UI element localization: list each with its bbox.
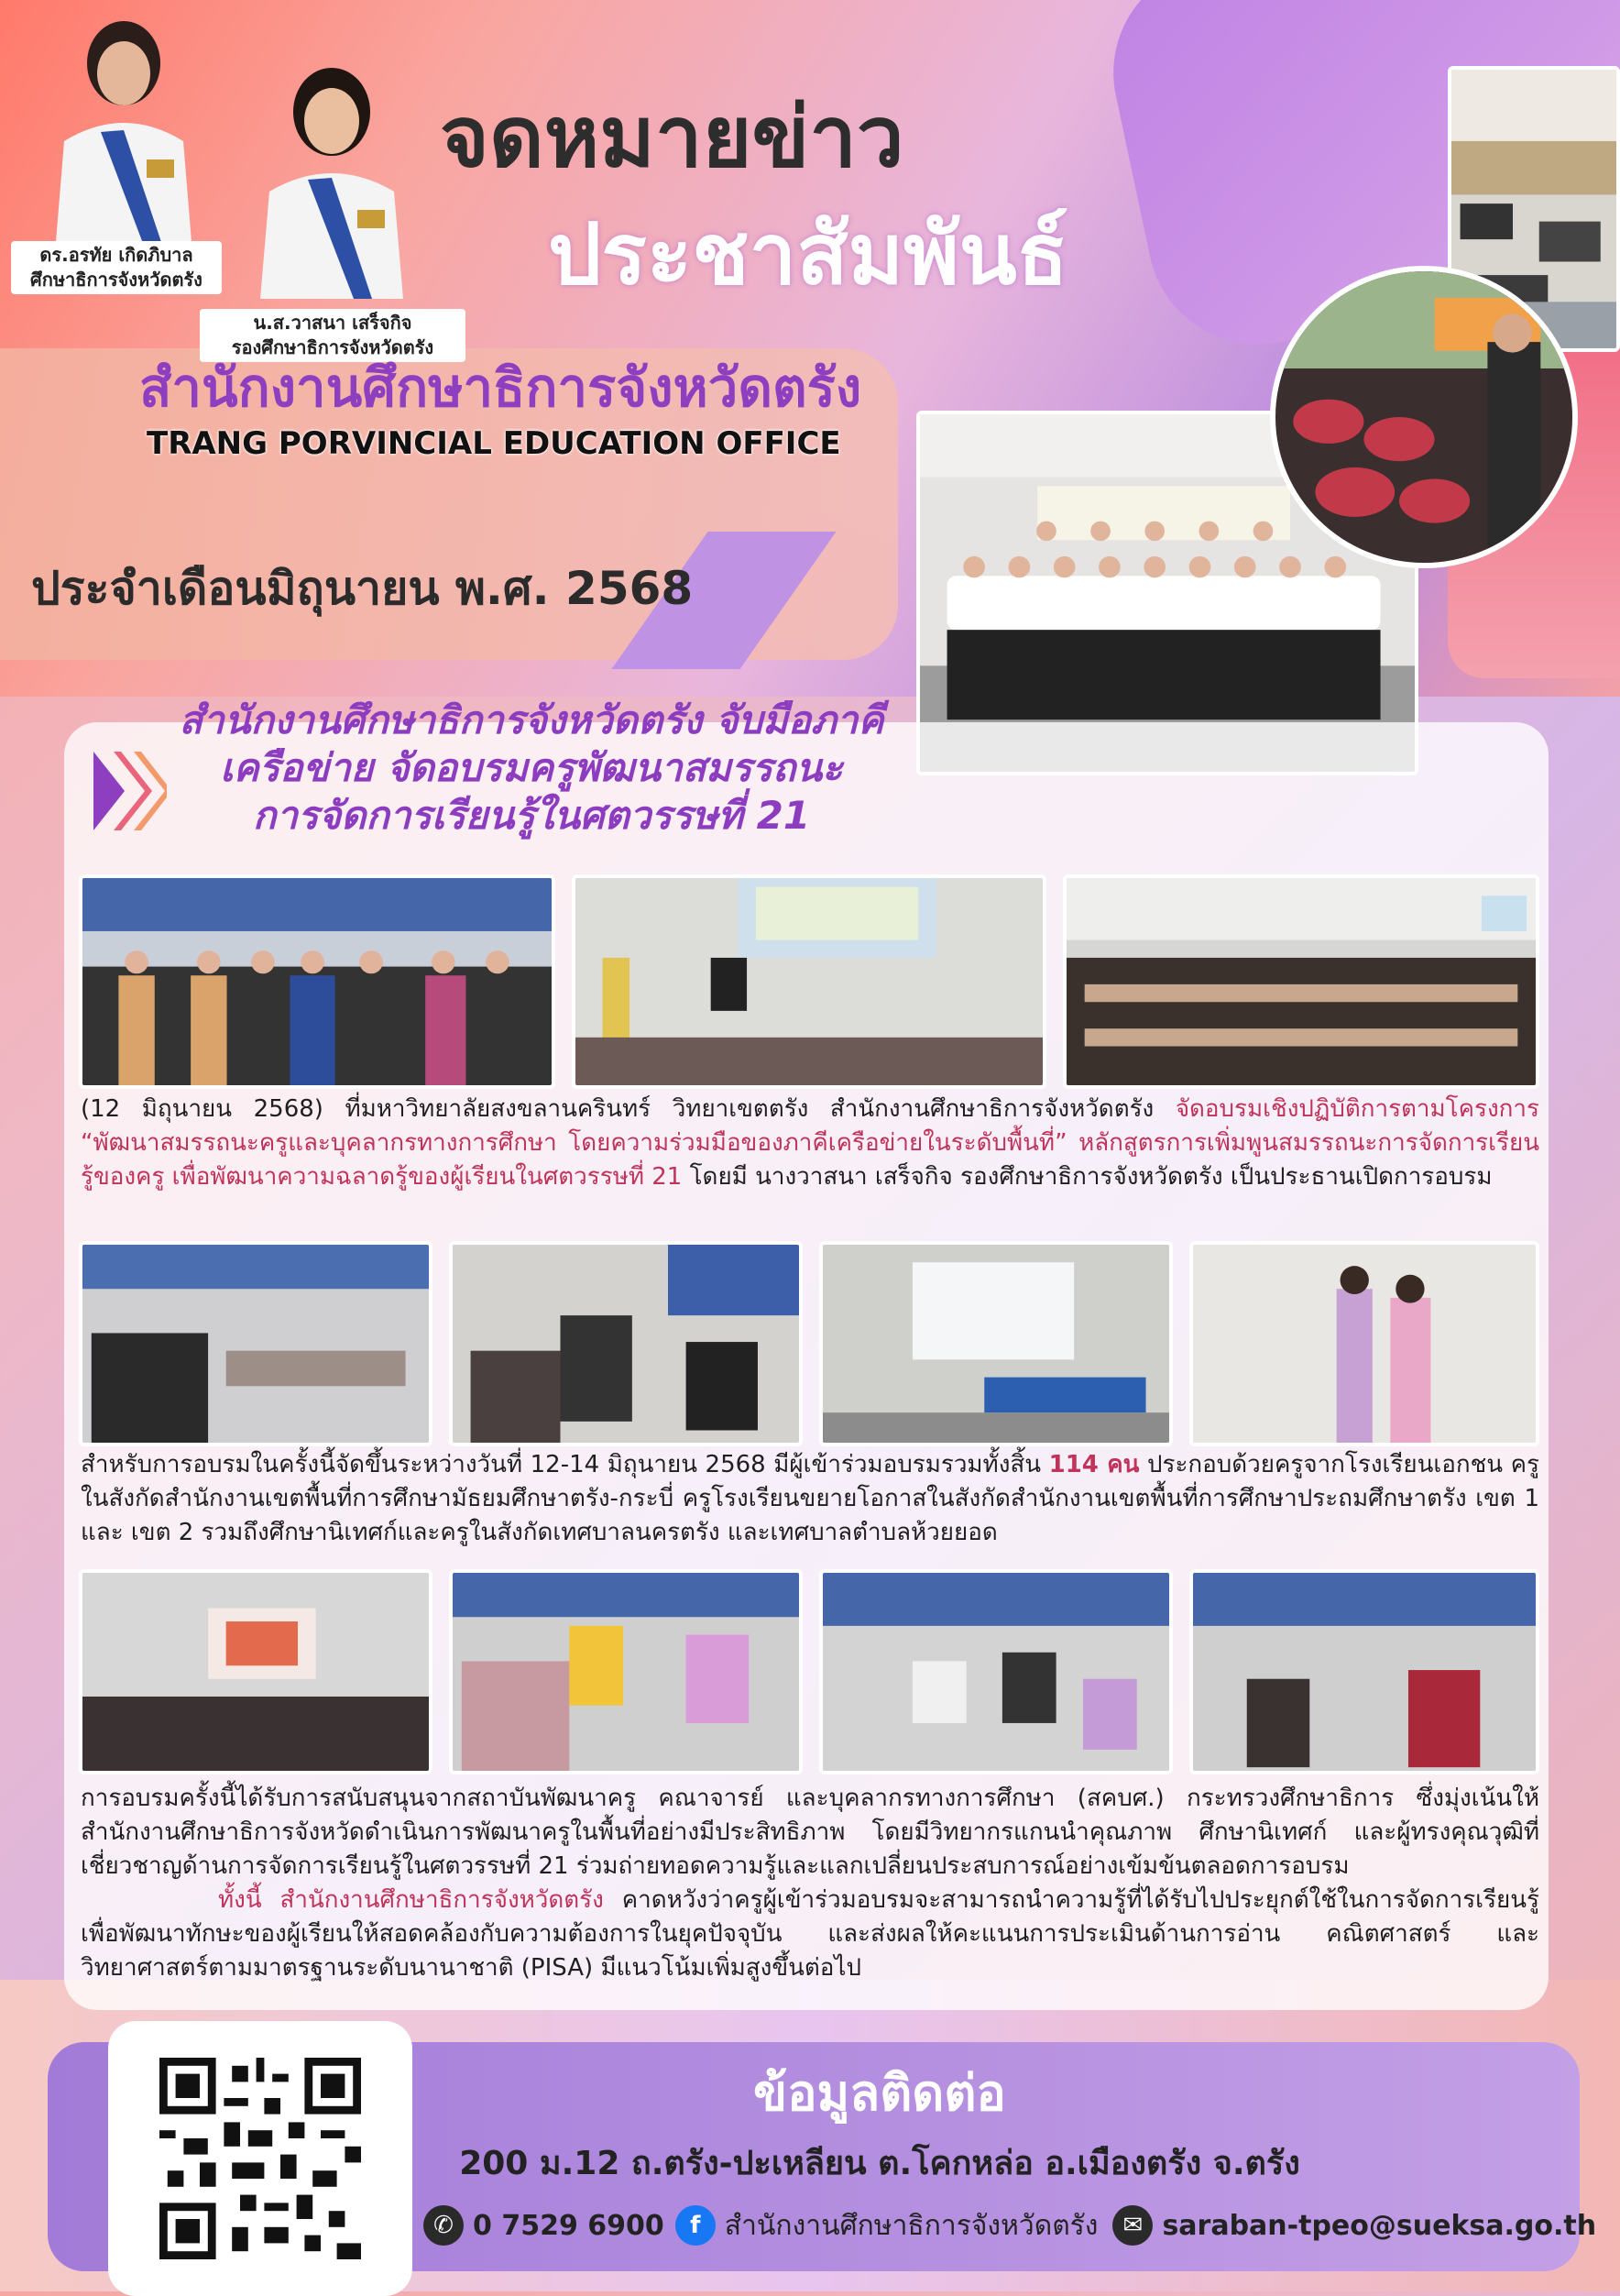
photo-training-session — [819, 1569, 1173, 1774]
newsletter-title: จดหมายข่าว — [440, 88, 904, 186]
phone-icon: ✆ — [423, 2205, 464, 2246]
project-name-highlight: จัดอบรมเชิงปฏิบัติการตามโครงการ “พัฒนาสมรรถนะครูและบุคลากรทางการศึกษา โดยความร่วมมือของภาคีเครือข่ายในระดับพื้นที่” หลักสูตรการเพิ่มพูนสมรรถนะการจัดการเรียนรู้ของครู เพื่อพัฒนาความฉลาดรู้ของผู้เรียนในศตวรรษที่ 21 — [81, 1095, 1539, 1191]
article-paragraph-1 — [81, 1093, 1539, 1194]
official-position: รองศึกษาธิการจังหวัดตรัง — [231, 336, 434, 358]
office-highlight: ทั้งนี้ สำนักงานศึกษาธิการจังหวัดตรัง — [218, 1886, 604, 1914]
facebook-icon: f — [675, 2205, 716, 2246]
headline-line: เครือข่าย จัดอบรมครูพัฒนาสมรรถนะ — [220, 745, 843, 790]
paragraph-text: สำหรับการอบรมในครั้งนี้จัดขึ้นระหว่างวันที่ 12-14 มิถุนายน 2568 มีผู้เข้าร่วมอบรมรวมทั้งสิ้น — [81, 1451, 1049, 1478]
official-portrait-2 — [240, 59, 423, 299]
official-position: ศึกษาธิการจังหวัดตรัง — [30, 269, 202, 291]
contact-title: ข้อมูลติดต่อ — [753, 2064, 1006, 2122]
newsletter-subtitle: ประชาสัมพันธ์ — [548, 205, 1068, 303]
photo-students-seated-circle — [1270, 266, 1578, 568]
article-paragraph-2 — [81, 1448, 1539, 1550]
email-address[interactable]: saraban-tpeo@sueksa.go.th — [1162, 2209, 1597, 2242]
photo-training-session — [79, 1241, 432, 1446]
photo-training-session — [79, 1569, 432, 1774]
official-name: ดร.อรทัย เกิดภิบาล — [39, 244, 193, 266]
participant-count: 114 คน — [1048, 1451, 1140, 1478]
photo-audience-hall — [1063, 874, 1539, 1089]
phone-number[interactable]: 0 7529 6900 — [473, 2209, 664, 2242]
article-paragraph-4 — [81, 1884, 1539, 1985]
official-caption-2 — [200, 309, 465, 362]
official-name: น.ส.วาสนา เสร็จกิจ — [253, 312, 412, 334]
photo-participants-group — [79, 874, 555, 1089]
issue-month: ประจำเดือนมิถุนายน พ.ศ. 2568 — [31, 562, 694, 615]
photo-speakers — [1189, 1241, 1539, 1446]
contact-details — [423, 2202, 1596, 2249]
headline-line: การจัดการเรียนรู้ในศตวรรษที่ 21 — [252, 793, 811, 838]
paragraph-text: ประกอบด้วยครูจากโรงเรียนเอกชน ครูในสังกัดสำนักงานเขตพื้นที่การศึกษามัธยมศึกษาตรัง-กระบี่ ครูโรงเรียนขยายโอกาสในสังกัดสำนักงานเขตพื้นที่การศึกษาประถมศึกษาตรัง เขต 1 และ เขต 2 รวมถึงศึกษานิเทศก์และครูในสังกัดเทศบาลนครตรัง และเทศบาลตำบลห้วยยอด — [81, 1451, 1539, 1546]
qr-code-icon[interactable] — [159, 2058, 361, 2259]
headline-line: สำนักงานศึกษาธิการจังหวัดตรัง จับมือภาคี — [179, 698, 884, 742]
facebook-page[interactable]: สำนักงานศึกษาธิการจังหวัดตรัง — [724, 2209, 1099, 2242]
office-name-thai: สำนักงานศึกษาธิการจังหวัดตรัง — [139, 357, 862, 419]
paragraph-text: (12 มิถุนายน 2568) ที่มหาวิทยาลัยสงขลานครินทร์ วิทยาเขตตรัง สำนักงานศึกษาธิการจังหวัดตรัง — [81, 1095, 1176, 1123]
photo-opening-speech — [572, 874, 1046, 1089]
photo-presentation — [819, 1241, 1173, 1446]
article-headline — [147, 697, 916, 840]
official-portrait-1 — [37, 13, 211, 253]
photo-training-session — [449, 1241, 803, 1446]
article-paragraph-3: การอบรมครั้งนี้ได้รับการสนับสนุนจากสถาบันพัฒนาครู คณาจารย์ และบุคลากรทางการศึกษา (สคบศ.) กระทรวงศึกษาธิการ ซึ่งมุ่งเน้นให้สำนักงานศึกษาธิการจังหวัดดำเนินการพัฒนาครูในพื้นที่อย่างมีประสิทธิภาพ โดยมีวิทยากรแกนนำคุณภาพ ศึกษานิเทศก์ และผู้ทรงคุณวุฒิที่เชี่ยวชาญด้านการจัดการเรียนรู้ในศตวรรษที่ 21 ร่วมถ่ายทอดความรู้และแลกเปลี่ยนประสบการณ์อย่างเข้มข้นตลอดการอบรม — [81, 1785, 1539, 1880]
contact-address: 200 ม.12 ถ.ตรัง-ปะเหลียน ต.โคกหล่อ อ.เมืองตรัง จ.ตรัง — [459, 2145, 1300, 2182]
qr-code-frame — [108, 2021, 412, 2296]
office-name-english: TRANG PORVINCIAL EDUCATION OFFICE — [147, 425, 841, 462]
photo-training-session — [449, 1569, 803, 1774]
photo-training-session — [1189, 1569, 1539, 1774]
official-caption-1 — [11, 241, 222, 294]
paragraph-text: โดยมี นางวาสนา เสร็จกิจ รองศึกษาธิการจังหวัดตรัง เป็นประธานเปิดการอบรม — [682, 1163, 1493, 1191]
paragraph-text: คาดหวังว่าครูผู้เข้าร่วมอบรมจะสามารถนำความรู้ที่ได้รับไปประยุกต์ใช้ในการจัดการเรียนรู้ เพื่อพัฒนาทักษะของผู้เรียนให้สอดคล้องกับความต้องการในยุคปัจจุบัน และส่งผลให้คะแนนการประเมินด้านการอ่าน คณิตศาสตร์ และวิทยาศาสตร์ตามมาตรฐานระดับนานาชาติ (PISA) มีแนวโน้มเพิ่มสูงขึ้นต่อไป — [81, 1886, 1540, 1982]
email-icon: ✉ — [1112, 2205, 1153, 2246]
